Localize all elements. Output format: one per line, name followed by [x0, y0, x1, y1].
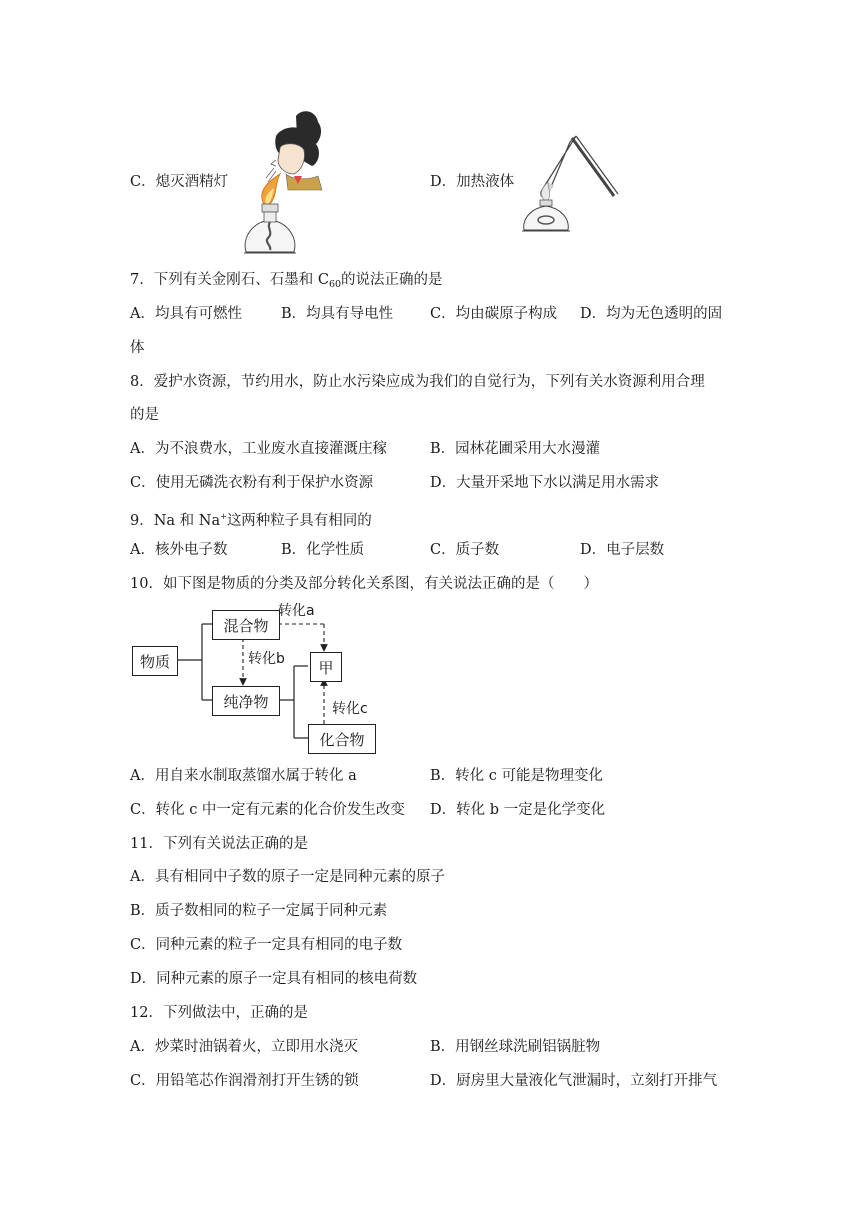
q9-stem-a: 9．Na 和 Na	[130, 513, 221, 529]
q12-option-b: B．用钢丝球洗刷铝锅脏物	[430, 1039, 601, 1055]
q12-stem: 12．下列做法中，正确的是	[130, 1005, 308, 1021]
q8-stem-line1: 8．爱护水资源，节约用水，防止水污染应成为我们的自觉行为，下列有关水资源利用合理	[130, 374, 705, 390]
q10-option-c: C．转化 c 中一定有元素的化合价发生改变	[130, 802, 405, 818]
q8-stem-line2: 的是	[130, 407, 159, 423]
q11-option-b: B．质子数相同的粒子一定属于同种元素	[130, 903, 388, 919]
q7-stem-subscript: 60	[328, 279, 342, 290]
diagram-label-conversion-a: 转化a	[278, 603, 315, 619]
q9-stem-sup: +	[220, 512, 227, 521]
blow-out-alcohol-lamp-illustration	[238, 108, 338, 260]
q6-option-c-label: C．	[130, 174, 156, 190]
q7-option-d: D．均为无色透明的固	[580, 306, 723, 322]
q8-option-c: C．使用无磷洗衣粉有利于保护水资源	[130, 475, 374, 491]
q9-option-d: D．电子层数	[580, 542, 665, 558]
diagram-node-compound: 化合物	[308, 724, 376, 754]
q7-option-a: A．均具有可燃性	[130, 306, 242, 322]
q6-option-c-text: 熄灭酒精灯	[155, 174, 229, 190]
q8-option-d: D．大量开采地下水以满足用水需求	[430, 475, 660, 491]
q6-option-d	[430, 172, 514, 192]
q9-option-c: C．质子数	[430, 542, 500, 558]
q8-option-b: B．园林花圃采用大水漫灌	[430, 441, 601, 457]
q10-option-d: D．转化 b 一定是化学变化	[430, 802, 606, 818]
diagram-node-jia: 甲	[310, 652, 342, 682]
diagram-node-pure-substance: 纯净物	[212, 686, 280, 716]
q8-option-a: A．为不浪费水，工业废水直接灌溉庄稼	[130, 441, 387, 457]
q12-option-c: C．用铅笔芯作润滑剂打开生锈的锁	[130, 1073, 359, 1089]
q10-option-b: B．转化 c 可能是物理变化	[430, 768, 603, 784]
q10-stem: 10．如下图是物质的分类及部分转化关系图，有关说法正确的是（ ）	[130, 576, 598, 592]
q9-stem	[130, 507, 372, 531]
q9-option-a: A．核外电子数	[130, 542, 228, 558]
q7-option-b: B．均具有导电性	[281, 306, 394, 322]
q11-option-c: C．同种元素的粒子一定具有相同的电子数	[130, 937, 403, 953]
q10-option-a: A．用自来水制取蒸馏水属于转化 a	[130, 768, 357, 784]
q11-option-a: A．具有相同中子数的原子一定是同种元素的原子	[130, 869, 445, 885]
q7-option-c: C．均由碳原子构成	[430, 306, 558, 322]
q11-stem: 11．下列有关说法正确的是	[130, 836, 308, 852]
q12-option-d: D．厨房里大量液化气泄漏时，立刻打开排气	[430, 1073, 718, 1089]
q9-stem-b: 这两种粒子具有相同的	[226, 513, 372, 529]
q7-stem-after: 的说法正确的是	[341, 272, 443, 288]
q6-option-c	[130, 172, 228, 192]
q6-option-d-text: 加热液体	[456, 174, 515, 190]
q7-stem-before: 7．下列有关金刚石、石墨和 C	[130, 272, 329, 288]
diagram-node-mixture: 混合物	[212, 610, 280, 640]
q6-option-d-label: D．	[430, 174, 457, 190]
diagram-label-conversion-b: 转化b	[248, 651, 285, 667]
diagram-node-substance: 物质	[132, 646, 178, 676]
q11-option-d: D．同种元素的原子一定具有相同的核电荷数	[130, 971, 418, 987]
diagram-label-conversion-c: 转化c	[332, 701, 368, 717]
classification-diagram	[128, 602, 388, 752]
q12-option-a: A．炒菜时油锅着火，立即用水浇灭	[130, 1039, 358, 1055]
q9-option-b: B．化学性质	[281, 542, 365, 558]
heat-liquid-test-tube-illustration	[514, 130, 624, 236]
q7-option-d-wrap: 体	[130, 340, 145, 356]
q7-stem	[130, 270, 443, 295]
